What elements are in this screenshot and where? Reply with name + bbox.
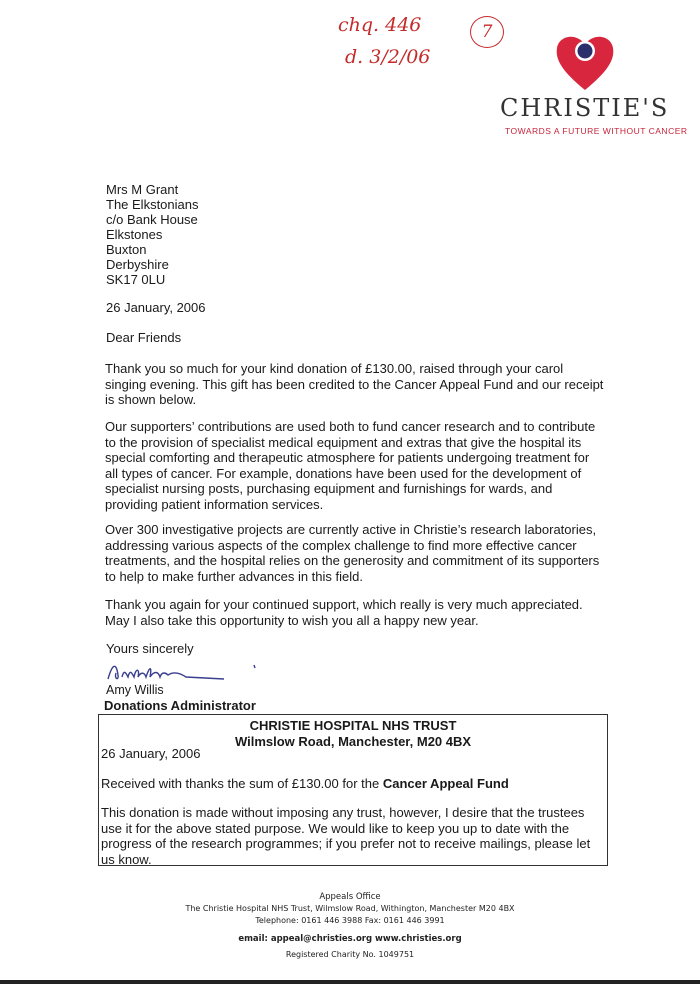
- logo-wordmark: CHRISTIE'S: [500, 94, 670, 122]
- signer-title: Donations Administrator: [104, 698, 256, 713]
- address-line: c/o Bank House: [106, 212, 198, 227]
- footer-contact: email: appeal@christies.org www.christies.org: [238, 934, 462, 944]
- body-paragraph: Thank you so much for your kind donation of £130.00, raised through your carol singing evening. This gift has been credited to the Cancer Appeal Fund and our receipt is shown below.: [105, 361, 604, 407]
- address-line: Elkstones: [106, 227, 163, 242]
- address-line: SK17 0LU: [106, 272, 166, 287]
- body-paragraph: Our supporters’ contributions are used both to fund cancer research and to contribute to the provision of specialist medical equipment and extras that give the hospital its special comforting and therapeutic atmosphere for patients undergoing treatment for all types of cancer. For example, donations have been used for the development of specialist nursing posts, purchasing equipment and furnishings for wards, and providing patient information services.: [105, 419, 596, 512]
- signer-name: Amy Willis: [106, 683, 164, 697]
- received-text: Received with thanks the sum of £130.00 for the: [101, 776, 380, 791]
- receipt-heading: CHRISTIE HOSPITAL NHS TRUST: [249, 718, 457, 733]
- footer-office: Appeals Office: [319, 892, 381, 902]
- receipt-box: [98, 714, 608, 866]
- letter-date: 26 January, 2006: [106, 300, 206, 315]
- address-line: Buxton: [106, 242, 147, 257]
- address-line: Derbyshire: [106, 257, 169, 272]
- logo-tagline: TOWARDS A FUTURE WITHOUT CANCER: [505, 126, 688, 136]
- address-line: Mrs M Grant: [106, 182, 179, 197]
- recipient-address: [106, 182, 199, 287]
- christies-heart-logo-icon: [553, 32, 617, 92]
- address-line: The Elkstonians: [106, 197, 199, 212]
- receipt-received-line: [101, 776, 509, 791]
- footer-phone: Telephone: 0161 446 3988 Fax: 0161 446 3991: [255, 916, 445, 925]
- salutation: Dear Friends: [106, 330, 182, 345]
- footer-address: The Christie Hospital NHS Trust, Wilmslow Road, Withington, Manchester M20 4BX: [185, 904, 515, 913]
- receipt-address: Wilmslow Road, Manchester, M20 4BX: [234, 734, 472, 749]
- closing: Yours sincerely: [106, 641, 194, 656]
- handwritten-cheque-note: chq. 446: [338, 14, 422, 36]
- receipt-date: 26 January, 2006: [101, 746, 201, 761]
- body-paragraph: Thank you again for your continued support, which really is very much appreciated. May I also take this opportunity to wish you all a happy new year.: [105, 597, 583, 628]
- handwritten-circled-number: 7: [470, 16, 504, 48]
- receipt-trust-statement: This donation is made without imposing any trust, however, I desire that the trustees use it for the above stated purpose. We would like to keep you up to date with the progress of the research programmes; if you prefer not to receive mailings, please let us know.: [101, 805, 591, 867]
- scan-edge-divider: [0, 980, 700, 984]
- fund-name: Cancer Appeal Fund: [382, 776, 509, 791]
- handwritten-date-note: d. 3/2/06: [345, 46, 431, 68]
- footer-charity: Registered Charity No. 1049751: [285, 950, 415, 959]
- body-paragraph: Over 300 investigative projects are currently active in Christie’s research laboratories, addressing various aspects of the complex challenge to find more effective cancer treatments, and the hospital relies on the generosity and commitment of its supporters to help to make further advances in this field.: [105, 522, 600, 584]
